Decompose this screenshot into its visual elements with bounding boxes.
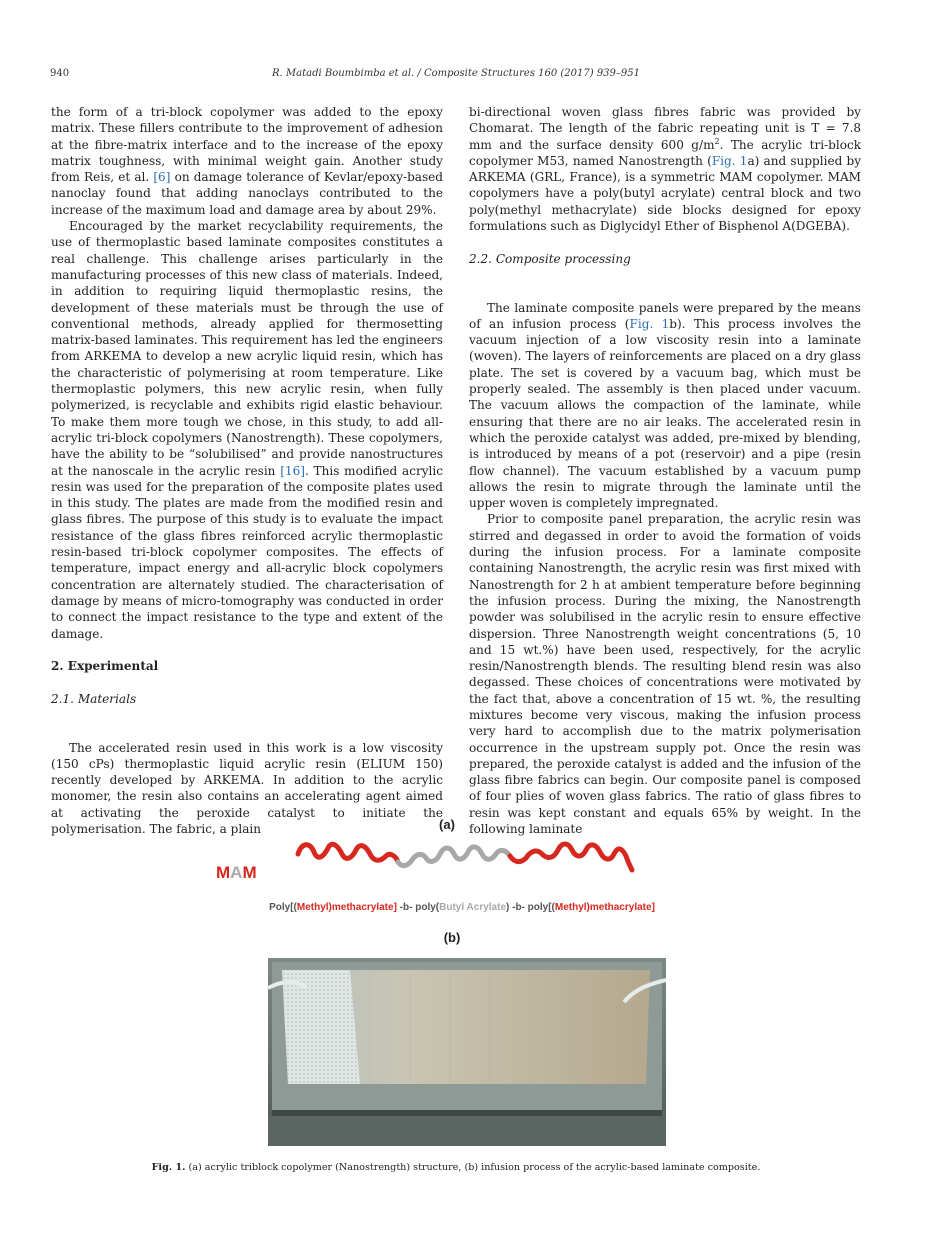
formula-part: Poly[( — [269, 902, 297, 913]
copolymer-formula — [269, 902, 655, 913]
panel-b-label: (b) — [443, 930, 461, 945]
mam-a: A — [230, 863, 243, 882]
paragraph: The accelerated resin used in this work is a low viscosity (150 cPs) thermoplastic liquid acrylic resin (ELIUM 150) recently developed by ARKEMA. In addition to the acrylic monomer, the resin also contains an accelerating agent aimed at activating the peroxide catalyst to initiate the polymerisation. The fabric, a plain — [51, 740, 443, 837]
text-run: the form of a tri-block copolymer was added to the epoxy matrix. These fillers contribute to the improvement of adhesion at the fibre-matrix interface and to the increase of the epoxy matrix toughness, with minimal weight gain. Another study from Reis, et al. — [51, 105, 443, 185]
section-heading: 2. Experimental — [51, 659, 159, 674]
text-run: bi-directional woven glass fibres fabric was provided by Chomarat. The length of the fabric repeating unit is T = 7.8 mm and the surface density 600 g/m — [469, 105, 861, 152]
formula-part: ) -b- poly[( — [506, 902, 555, 913]
subsection-heading: 2.2. Composite processing — [469, 251, 631, 266]
paragraph: Prior to composite panel preparation, the acrylic resin was stirred and degassed in order to avoid the formation of voids during the infusion process. For a laminate composite containing Nanostrength, the acrylic resin was first mixed with Nanostrength for 2 h at ambient temperature before beginning the infusion process. During the mixing, the Nanostrength powder was solubilised in the acrylic resin to ensure effective dispersion. Three Nanostrength weight concentrations (5, 10 and 15 wt.%) have been used, respectively, for the acrylic resin/Nanostrength blends. The resulting blend resin was also degassed. These choices of concentrations were motivated by the fact that, above a concentration of 15 wt. %, the resulting mixtures become very viscous, making the infusion process very hard to accomplish due to the matrix polymerisation occurrence in the upstream supply pot. Once the resin was prepared, the peroxide catalyst is added and the infusion of the glass fibre fabrics can begin. Our composite panel is composed of four plies of woven glass fabrics. The ratio of glass fibres to resin was kept constant and equals 65% by weight. In the following laminate — [469, 512, 861, 837]
mam-m1: M — [216, 863, 231, 882]
caption-label: Fig. 1. — [151, 1162, 186, 1173]
formula-part: Methyl)methacrylate] — [554, 902, 655, 913]
paragraph — [469, 104, 861, 234]
text-run: The laminate composite panels were prepared by the means of an infusion process ( — [469, 300, 861, 331]
superscript: 2 — [714, 136, 720, 146]
citation-link[interactable]: [16] — [280, 463, 305, 478]
formula-part: Methyl)methacrylate] — [296, 902, 397, 913]
paragraph — [51, 218, 443, 642]
figure-caption — [50, 1162, 862, 1173]
pba-block — [398, 847, 510, 866]
left-column — [51, 104, 443, 837]
formula-part: -b- poly( — [396, 902, 440, 913]
text-run: . This modified acrylic resin was used for the preparation of the composite plates used in this study. The plates are made from the modified resin and glass fibres. The purpose of this study is to evaluate the impact resistance of the glass fibres reinforced acrylic thermoplastic resin-based tri-block copolymer composites. The effects of temperature, impact energy and all-acrylic block copolymers concentration are alternately studied. The characterisation of damage by means of micro-tomography was conducted in order to connect the impact resistance to the type and extent of the damage. — [51, 463, 443, 641]
pmma-block-right — [510, 844, 632, 870]
figure-link[interactable]: Fig. 1 — [711, 153, 748, 168]
caption-text: (a) acrylic triblock copolymer (Nanostrength) structure, (b) infusion process of the acrylic-based laminate composite. — [185, 1162, 761, 1173]
figure-1 — [210, 812, 715, 1152]
subsection-heading: 2.1. Materials — [51, 691, 137, 706]
text-run: b). This process involves the vacuum injection of a low viscosity resin into a laminate (woven). The layers of reinforcements are placed on a dry glass plate. The set is covered by a vacuum bag, which must be properly sealed. The assembly is then placed under vacuum. The vacuum allows the compaction of the laminate, while ensuring that there are no air leaks. The accelerated resin in which the peroxide catalyst was added, pre-mixed by blending, is introduced by means of a pot (reservoir) and a pipe (resin flow channel). The vacuum established by a vacuum pump allows the resin to migrate through the laminate until the upper woven is completely impregnated. — [469, 316, 861, 511]
running-title: R. Matadi Boumbimba et al. / Composite Structures 160 (2017) 939–951 — [272, 68, 640, 79]
text-run: on damage tolerance of Kevlar/epoxy-based nanoclay found that adding nanoclays contributed to the increase of the maximum load and damage area by about 29%. — [51, 170, 443, 217]
figure-link[interactable]: Fig. 1 — [629, 316, 670, 331]
formula-part: Butyl Acrylate — [439, 902, 506, 913]
pmma-block-left — [298, 844, 398, 862]
page-header — [50, 68, 862, 84]
citation-link[interactable]: [6] — [153, 170, 171, 185]
mam-m2: M — [242, 863, 257, 882]
paragraph — [469, 300, 861, 512]
right-column — [469, 104, 861, 837]
page-number: 940 — [50, 68, 70, 79]
text-run: a) and supplied by ARKEMA (GRL, France), is a symmetric MAM copolymer. MAM copolymers have a poly(butyl acrylate) central block and two poly(methyl methacrylate) side blocks designed for epoxy formulations such as Diglycidyl Ether of Bisphenol A(DGEBA). — [469, 153, 862, 234]
paragraph — [51, 104, 443, 218]
text-run: . The acrylic tri-block copolymer M53, named Nanostrength ( — [469, 137, 861, 168]
text-run: Encouraged by the market recyclability requirements, the use of thermoplastic based laminate composites constitutes a real challenge. This challenge arises particularly in the manufacturing processes of this new class of materials. Indeed, in addition to requiring liquid thermoplastic resins, the development of these materials must be through the use of conventional methods, already applied for thermosetting matrix-based laminates. This requirement has led the engineers from ARKEMA to develop a new acrylic liquid resin, which has the characteristic of polymerising at room temperature. Like thermoplastic polymers, this new acrylic resin, when fully polymerized, is recyclable and exhibits rigid elastic behaviour. To make them more tough we chose, in this study, to add all-acrylic tri-block copolymers (Nanostrength). These copolymers, have the ability to be “solubilised” and provide nanostructures at the nanoscale in the acrylic resin — [51, 219, 443, 478]
infusion-photo — [268, 958, 666, 1146]
panel-a-label: (a) — [439, 817, 455, 832]
mam-label — [216, 863, 257, 882]
